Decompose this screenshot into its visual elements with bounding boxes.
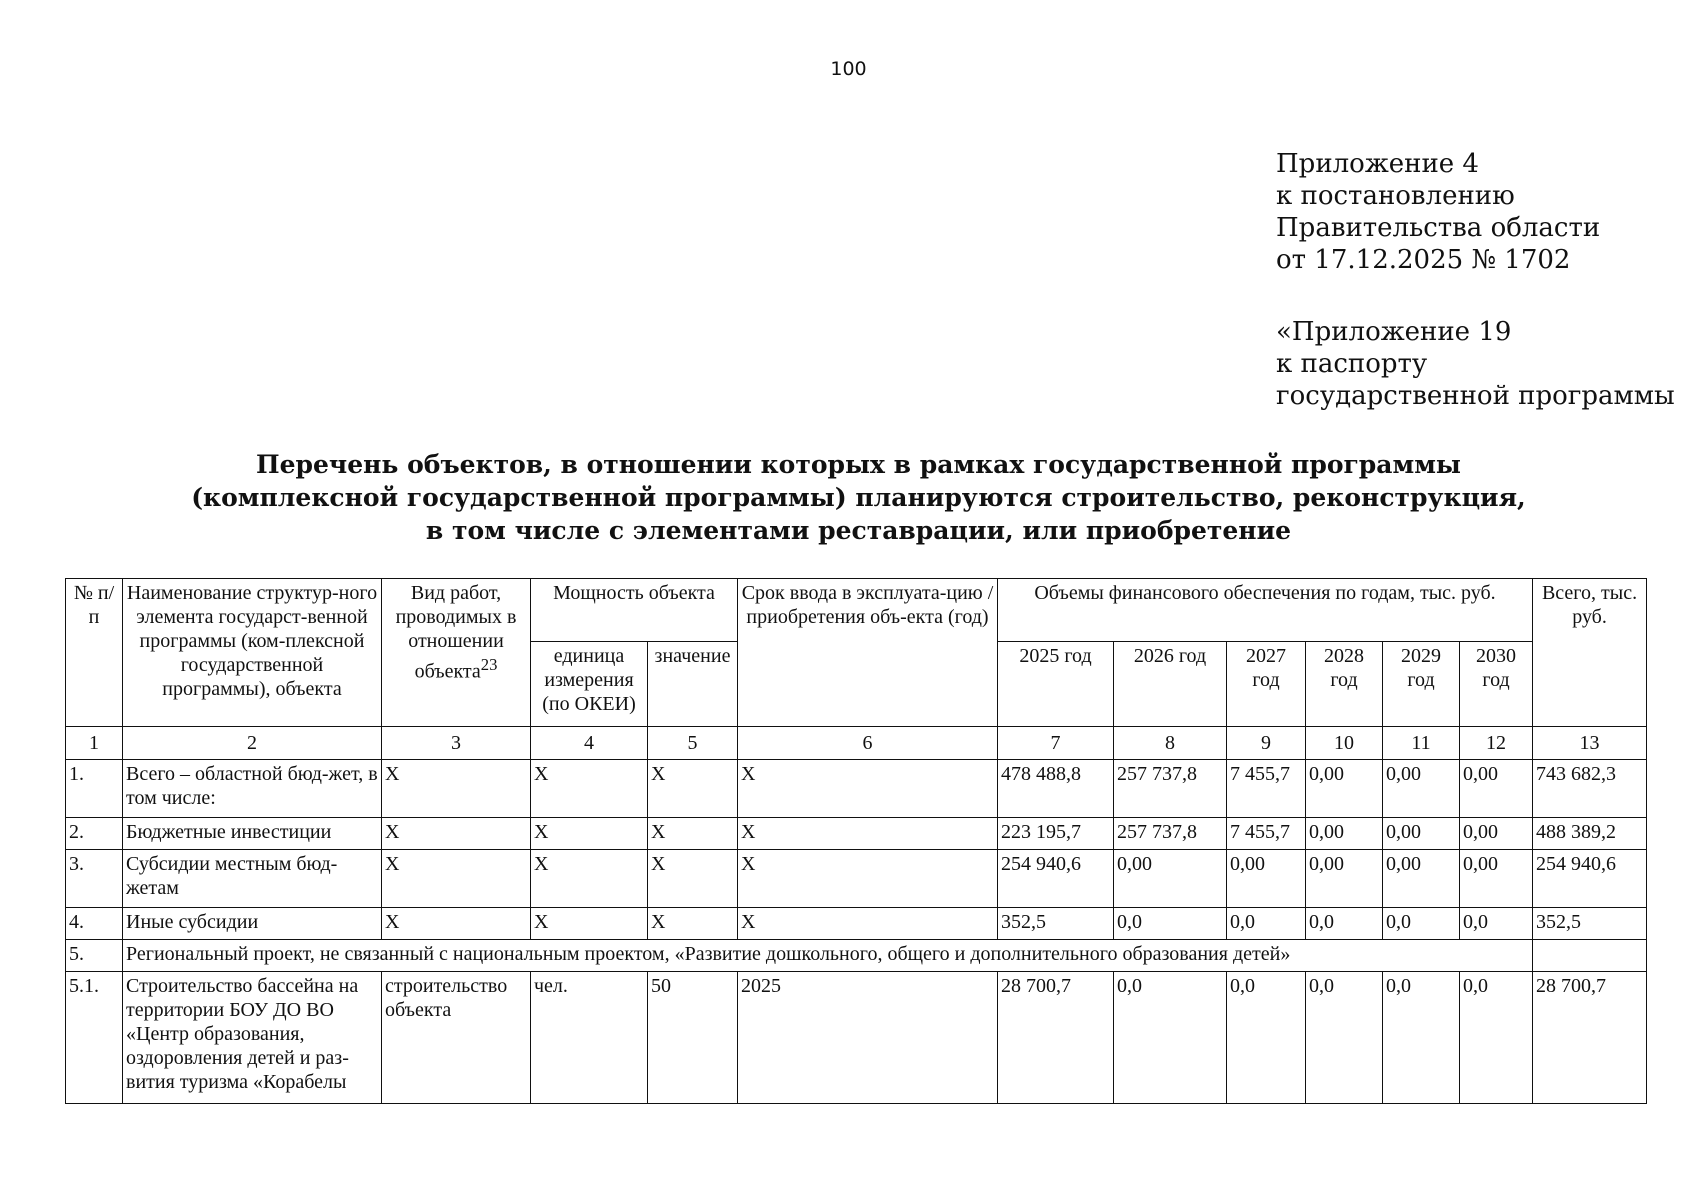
- table-cell: X: [648, 850, 738, 908]
- table-cell: 0,0: [1460, 972, 1533, 1104]
- table-cell: X: [738, 818, 998, 850]
- column-number: 7: [998, 727, 1114, 760]
- table-row: [66, 818, 1647, 850]
- table-cell: 7 455,7: [1227, 818, 1306, 850]
- table-row: [66, 972, 1647, 1104]
- table-cell: 0,00: [1306, 760, 1383, 818]
- table-cell: 0,00: [1383, 850, 1460, 908]
- header-unit: единица измерения (по ОКЕИ): [531, 642, 648, 727]
- table-row: [66, 760, 1647, 818]
- table-cell: 3.: [66, 850, 123, 908]
- table-cell: 0,0: [1227, 972, 1306, 1104]
- header-num: № п/п: [66, 579, 123, 727]
- appendix-line: к паспорту: [1276, 349, 1428, 379]
- table-cell: X: [648, 818, 738, 850]
- column-number: 6: [738, 727, 998, 760]
- table-cell: X: [648, 908, 738, 940]
- table-cell: 0,0: [1306, 908, 1383, 940]
- column-number: 4: [531, 727, 648, 760]
- header-funding: Объемы финансового обеспечения по годам, тыс. руб.: [998, 579, 1533, 642]
- table-cell: 352,5: [1533, 908, 1647, 940]
- title-line: Перечень объектов, в отношении которых в рамках государственной программы: [256, 450, 1461, 479]
- column-number-row: [66, 727, 1647, 760]
- table-cell: чел.: [531, 972, 648, 1104]
- table-cell: 0,0: [1460, 908, 1533, 940]
- table-cell: 1.: [66, 760, 123, 818]
- table-cell: X: [382, 760, 531, 818]
- column-number: 5: [648, 727, 738, 760]
- table-cell: X: [648, 760, 738, 818]
- table-cell: 2.: [66, 818, 123, 850]
- table-cell: X: [738, 760, 998, 818]
- object-name: Строительство бассейна на территории БОУ ДО ВО «Центр образования, оздоровления детей и раз-вития туризма «Корабелы: [123, 972, 382, 1104]
- table-cell: Иные субсидии: [123, 908, 382, 940]
- table-cell: X: [382, 818, 531, 850]
- table-cell: X: [382, 850, 531, 908]
- column-number: 2: [123, 727, 382, 760]
- table-cell: 0,00: [1114, 850, 1227, 908]
- column-number: 8: [1114, 727, 1227, 760]
- table-cell: 257 737,8: [1114, 818, 1227, 850]
- table-cell: 254 940,6: [998, 850, 1114, 908]
- header-year: 2030 год: [1460, 642, 1533, 727]
- header-year: 2026 год: [1114, 642, 1227, 727]
- table-cell: 743 682,3: [1533, 760, 1647, 818]
- table-cell: 0,0: [1383, 908, 1460, 940]
- title-line: в том числе с элементами реставрации, или приобретение: [425, 516, 1292, 545]
- appendix-line: к постановлению: [1276, 181, 1515, 211]
- table-cell: 28 700,7: [998, 972, 1114, 1104]
- table-cell: 0,00: [1227, 850, 1306, 908]
- table-cell: 0,00: [1383, 818, 1460, 850]
- table-cell: Всего – областной бюд-жет, в том числе:: [123, 760, 382, 818]
- table-cell: 0,0: [1114, 972, 1227, 1104]
- header-work-type: Вид работ, проводимых в отношении объекта$^{23}$: [382, 579, 531, 727]
- header-row: [66, 579, 1647, 642]
- table-cell: X: [382, 908, 531, 940]
- table-cell: строительство объекта: [382, 972, 531, 1104]
- table-cell: 0,00: [1306, 818, 1383, 850]
- header-year: 2027 год: [1227, 642, 1306, 727]
- table-cell: 478 488,8: [998, 760, 1114, 818]
- column-number: 1: [66, 727, 123, 760]
- appendix-line: «Приложение 19: [1276, 317, 1512, 347]
- document-title: [60, 448, 1657, 547]
- column-number: 9: [1227, 727, 1306, 760]
- table-cell: 2025: [738, 972, 998, 1104]
- table-cell: 0,0: [1306, 972, 1383, 1104]
- table-cell: 0,00: [1383, 760, 1460, 818]
- header-capacity: Мощность объекта: [531, 579, 738, 642]
- title-line: (комплексной государственной программы) планируются строительство, реконструкция,: [191, 483, 1526, 512]
- section-row: [66, 940, 1647, 972]
- footnote-mark: 23: [480, 655, 498, 674]
- column-number: 11: [1383, 727, 1460, 760]
- header-year: 2028 год: [1306, 642, 1383, 727]
- column-number: 3: [382, 727, 531, 760]
- table-cell: 257 737,8: [1114, 760, 1227, 818]
- column-number: 13: [1533, 727, 1647, 760]
- appendix-line: государственной программы: [1276, 381, 1675, 411]
- column-number: 10: [1306, 727, 1383, 760]
- header-year: 2029 год: [1383, 642, 1460, 727]
- appendix-line: Приложение 4: [1276, 149, 1479, 179]
- table-cell: 7 455,7: [1227, 760, 1306, 818]
- table-cell: [1533, 940, 1647, 972]
- section-title: Региональный проект, не связанный с национальным проектом, «Развитие дошкольного, общего и дополнительного образования детей»: [123, 940, 1533, 972]
- table-cell: 0,0: [1383, 972, 1460, 1104]
- table-cell: 0,00: [1460, 760, 1533, 818]
- appendix-header: [1276, 148, 1600, 276]
- table-cell: X: [531, 908, 648, 940]
- table-cell: 0,0: [1227, 908, 1306, 940]
- table-cell: 28 700,7: [1533, 972, 1647, 1104]
- header-value: значение: [648, 642, 738, 727]
- table-cell: 254 940,6: [1533, 850, 1647, 908]
- header-deadline: Срок ввода в эксплуата-цию / приобретения объ-екта (год): [738, 579, 998, 727]
- appendix-line: от 17.12.2025 № 1702: [1276, 245, 1571, 275]
- table-cell: 0,0: [1114, 908, 1227, 940]
- header-total: Всего, тыс. руб.: [1533, 579, 1647, 727]
- appendix-header-2: [1276, 316, 1675, 412]
- table-cell: X: [738, 850, 998, 908]
- page-number: 100: [830, 58, 867, 80]
- table-cell: 223 195,7: [998, 818, 1114, 850]
- table-cell: Бюджетные инвестиции: [123, 818, 382, 850]
- table-cell: Субсидии местным бюд-жетам: [123, 850, 382, 908]
- column-number: 12: [1460, 727, 1533, 760]
- appendix-line: Правительства области: [1276, 213, 1601, 243]
- header-name: Наименование структур-ного элемента государст-венной программы (ком-плексной государственной программы), объекта: [123, 579, 382, 727]
- table-cell: X: [531, 850, 648, 908]
- table-row: [66, 850, 1647, 908]
- table-cell: 0,00: [1460, 850, 1533, 908]
- table-cell: 5.1.: [66, 972, 123, 1104]
- table-cell: 4.: [66, 908, 123, 940]
- table-cell: X: [738, 908, 998, 940]
- table-row: [66, 908, 1647, 940]
- table-cell: 488 389,2: [1533, 818, 1647, 850]
- table-cell: X: [531, 760, 648, 818]
- header-year: 2025 год: [998, 642, 1114, 727]
- table-cell: X: [531, 818, 648, 850]
- table-cell: 0,00: [1460, 818, 1533, 850]
- table-cell: 352,5: [998, 908, 1114, 940]
- table-cell: 0,00: [1306, 850, 1383, 908]
- table-cell: 50: [648, 972, 738, 1104]
- objects-table: [65, 578, 1647, 1104]
- section-number: 5.: [66, 940, 123, 972]
